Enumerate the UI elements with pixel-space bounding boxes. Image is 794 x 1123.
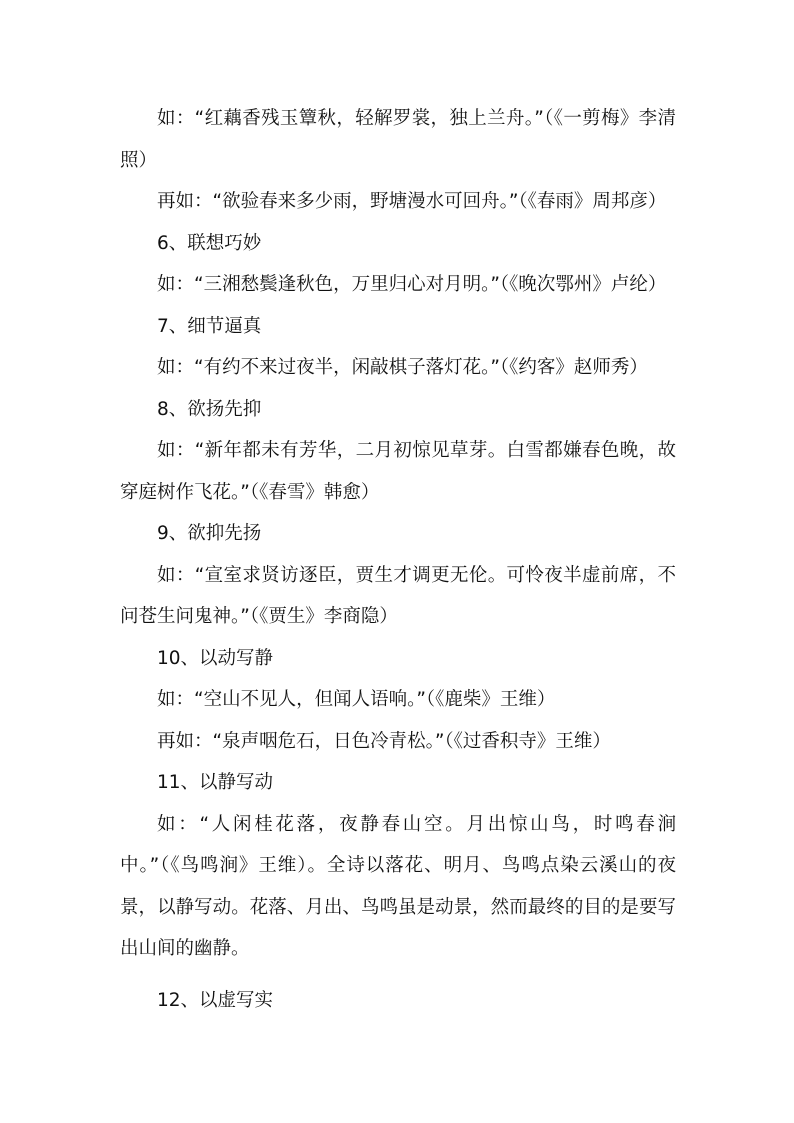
section-heading: 8、欲扬先抑: [157, 398, 262, 420]
section-heading: 6、联想巧妙: [157, 232, 262, 254]
section-heading: 12、以虚写实: [157, 989, 274, 1011]
section-heading: 9、欲抑先扬: [157, 523, 262, 544]
example-paragraph: 再如：“欲验春来多少雨，野塘漫水可回舟。”（《春雨》周邦彦）: [157, 191, 667, 212]
example-paragraph: 再如：“泉声咽危石，日色冷青松。”（《过香积寺》王维）: [157, 730, 611, 752]
section-heading: 7、细节逼真: [157, 315, 262, 337]
paragraph-gap: [120, 970, 676, 980]
example-paragraph: 如：“新年都未有芳华，二月初惊见草芽。白雪都嫌春色晚，故穿庭树作飞花。”（《春雪》韩愈）: [120, 440, 676, 503]
section-heading: 10、以动写静: [157, 647, 274, 669]
example-paragraph: 如：“有约不来过夜半，闲敲棋子落灯花。”（《约客》赵师秀）: [157, 357, 648, 378]
example-paragraph: 如：“宣室求贤访逐臣，贾生才调更无伦。可怜夜半虚前席，不问苍生问鬼神。”（《贾生》李商隐）: [120, 564, 676, 627]
example-paragraph: 如：“红藕香残玉簟秋，轻解罗裳，独上兰舟。”（《一剪梅》李清照）: [120, 108, 676, 171]
section-heading: 11、以静写动: [157, 772, 274, 793]
example-paragraph: 如：“空山不见人，但闻人语响。”（《鹿柴》王维）: [157, 689, 556, 710]
example-paragraph: 如：“人闲桂花落，夜静春山空。月出惊山鸟，时鸣春涧中。”（《鸟鸣涧》王维）。全诗以落花、明月、鸟鸣点染云溪山的夜景，以静写动。花落、月出、鸟鸣虽是动景，然而最终的目的是要写出山间的幽静。: [120, 813, 676, 959]
document-body: [120, 98, 676, 1021]
example-paragraph: 如：“三湘愁鬓逢秋色，万里归心对月明。”（《晚次鄂州》卢纶）: [157, 274, 667, 295]
